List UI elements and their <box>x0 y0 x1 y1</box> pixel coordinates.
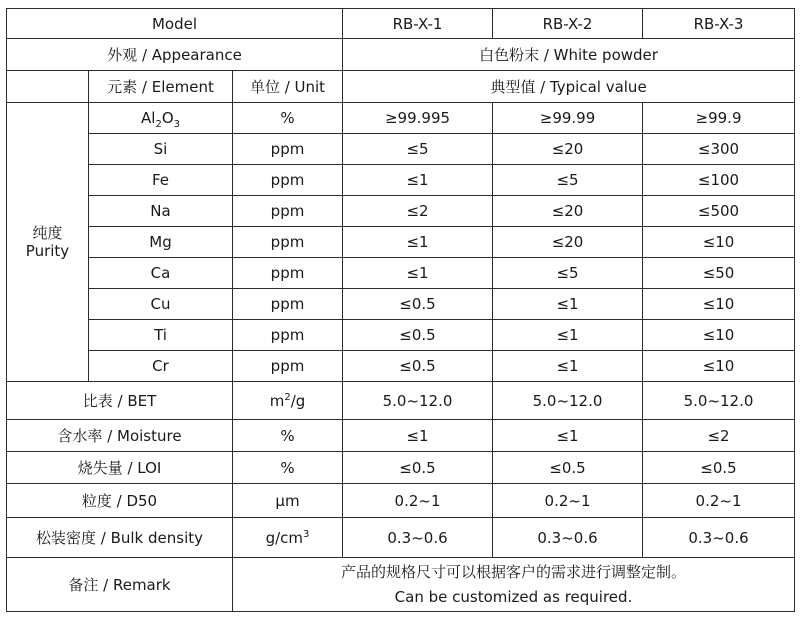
value-cell: ≤1 <box>343 420 493 452</box>
unit-cell: ppm <box>233 351 343 382</box>
remark-line-cn: 产品的规格尺寸可以根据客户的需求进行调整定制。 <box>341 563 687 581</box>
bulk-density-unit: $g/cm^3$ <box>233 518 343 558</box>
column-header-row <box>7 71 795 103</box>
element-cell: Si <box>89 134 233 165</box>
model-rb-x-2: RB-X-2 <box>493 9 643 39</box>
value-cell: 5.0~12.0 <box>493 382 643 420</box>
value-cell: 0.3~0.6 <box>643 518 795 558</box>
value-cell: ≤0.5 <box>493 452 643 484</box>
value-cell: ≤1 <box>493 420 643 452</box>
value-cell: ≤0.5 <box>343 320 493 351</box>
loi-label: 烧失量 / LOI <box>7 452 233 484</box>
element-header: 元素 / Element <box>89 71 233 103</box>
model-rb-x-1: RB-X-1 <box>343 9 493 39</box>
purity-label-en: Purity <box>25 242 70 260</box>
value-cell: ≤10 <box>643 227 795 258</box>
purity-row-fe <box>7 165 795 196</box>
purity-row-na <box>7 196 795 227</box>
value-cell: ≤10 <box>643 320 795 351</box>
value-cell: 0.2~1 <box>343 484 493 518</box>
value-cell: 0.3~0.6 <box>493 518 643 558</box>
value-cell: ≤20 <box>493 227 643 258</box>
value-cell: ≤20 <box>493 196 643 227</box>
purity-row-cu <box>7 289 795 320</box>
purity-row-si <box>7 134 795 165</box>
purity-row-ca <box>7 258 795 289</box>
purity-row-ti <box>7 320 795 351</box>
element-cell: Ti <box>89 320 233 351</box>
value-cell: 5.0~12.0 <box>343 382 493 420</box>
purity-row-mg <box>7 227 795 258</box>
remark-label: 备注 / Remark <box>7 558 233 612</box>
purity-label-cn: 纯度 <box>32 224 63 242</box>
element-cell: $Al_2O_3$ <box>89 103 233 134</box>
value-cell: ≤500 <box>643 196 795 227</box>
remark-row <box>7 558 795 612</box>
d50-unit: μm <box>233 484 343 518</box>
element-cell: Cr <box>89 351 233 382</box>
value-cell: ≤2 <box>643 420 795 452</box>
unit-header: 单位 / Unit <box>233 71 343 103</box>
typical-value-header: 典型值 / Typical value <box>343 71 795 103</box>
unit-cell: ppm <box>233 320 343 351</box>
element-cell: Ca <box>89 258 233 289</box>
appearance-label: 外观 / Appearance <box>7 39 343 71</box>
loi-row <box>7 452 795 484</box>
value-cell: ≤1 <box>343 227 493 258</box>
value-cell: ≥99.99 <box>493 103 643 134</box>
element-cell: Cu <box>89 289 233 320</box>
value-cell: ≤10 <box>643 351 795 382</box>
unit-cell: ppm <box>233 165 343 196</box>
blank-cell <box>7 71 89 103</box>
value-cell: ≤1 <box>493 351 643 382</box>
value-cell: ≥99.995 <box>343 103 493 134</box>
value-cell: ≤0.5 <box>643 452 795 484</box>
bet-unit: $m^2/g$ <box>233 382 343 420</box>
loi-unit: % <box>233 452 343 484</box>
purity-label <box>7 103 89 382</box>
spec-table <box>6 8 795 612</box>
moisture-label: 含水率 / Moisture <box>7 420 233 452</box>
purity-row-cr <box>7 351 795 382</box>
unit-cell: ppm <box>233 227 343 258</box>
moisture-row <box>7 420 795 452</box>
element-cell: Mg <box>89 227 233 258</box>
unit-cell: ppm <box>233 258 343 289</box>
value-cell: ≤50 <box>643 258 795 289</box>
value-cell: ≤5 <box>343 134 493 165</box>
value-cell: ≤1 <box>343 165 493 196</box>
remark-line-en: Can be customized as required. <box>394 588 633 606</box>
value-cell: ≤0.5 <box>343 452 493 484</box>
value-cell: ≤2 <box>343 196 493 227</box>
value-cell: ≤1 <box>493 320 643 351</box>
value-cell: ≥99.9 <box>643 103 795 134</box>
unit-cell: ppm <box>233 134 343 165</box>
d50-label: 粒度 / D50 <box>7 484 233 518</box>
unit-cell: ppm <box>233 196 343 227</box>
value-cell: ≤300 <box>643 134 795 165</box>
value-cell: ≤0.5 <box>343 351 493 382</box>
unit-cell: ppm <box>233 289 343 320</box>
model-rb-x-3: RB-X-3 <box>643 9 795 39</box>
d50-row <box>7 484 795 518</box>
value-cell: 5.0~12.0 <box>643 382 795 420</box>
value-cell: 0.3~0.6 <box>343 518 493 558</box>
value-cell: ≤0.5 <box>343 289 493 320</box>
bet-label: 比表 / BET <box>7 382 233 420</box>
value-cell: ≤20 <box>493 134 643 165</box>
bulk-density-row <box>7 518 795 558</box>
bulk-density-label: 松装密度 / Bulk density <box>7 518 233 558</box>
value-cell: 0.2~1 <box>643 484 795 518</box>
moisture-unit: % <box>233 420 343 452</box>
element-cell: Fe <box>89 165 233 196</box>
remark-text <box>233 558 795 612</box>
value-cell: 0.2~1 <box>493 484 643 518</box>
value-cell: ≤5 <box>493 258 643 289</box>
value-cell: ≤1 <box>493 289 643 320</box>
value-cell: ≤100 <box>643 165 795 196</box>
value-cell: ≤1 <box>343 258 493 289</box>
element-cell: Na <box>89 196 233 227</box>
model-label: Model <box>7 9 343 39</box>
unit-cell: % <box>233 103 343 134</box>
model-row <box>7 9 795 39</box>
appearance-value: 白色粉末 / White powder <box>343 39 795 71</box>
value-cell: ≤5 <box>493 165 643 196</box>
bet-row <box>7 382 795 420</box>
appearance-row <box>7 39 795 71</box>
value-cell: ≤10 <box>643 289 795 320</box>
purity-row-al2o3 <box>7 103 795 134</box>
